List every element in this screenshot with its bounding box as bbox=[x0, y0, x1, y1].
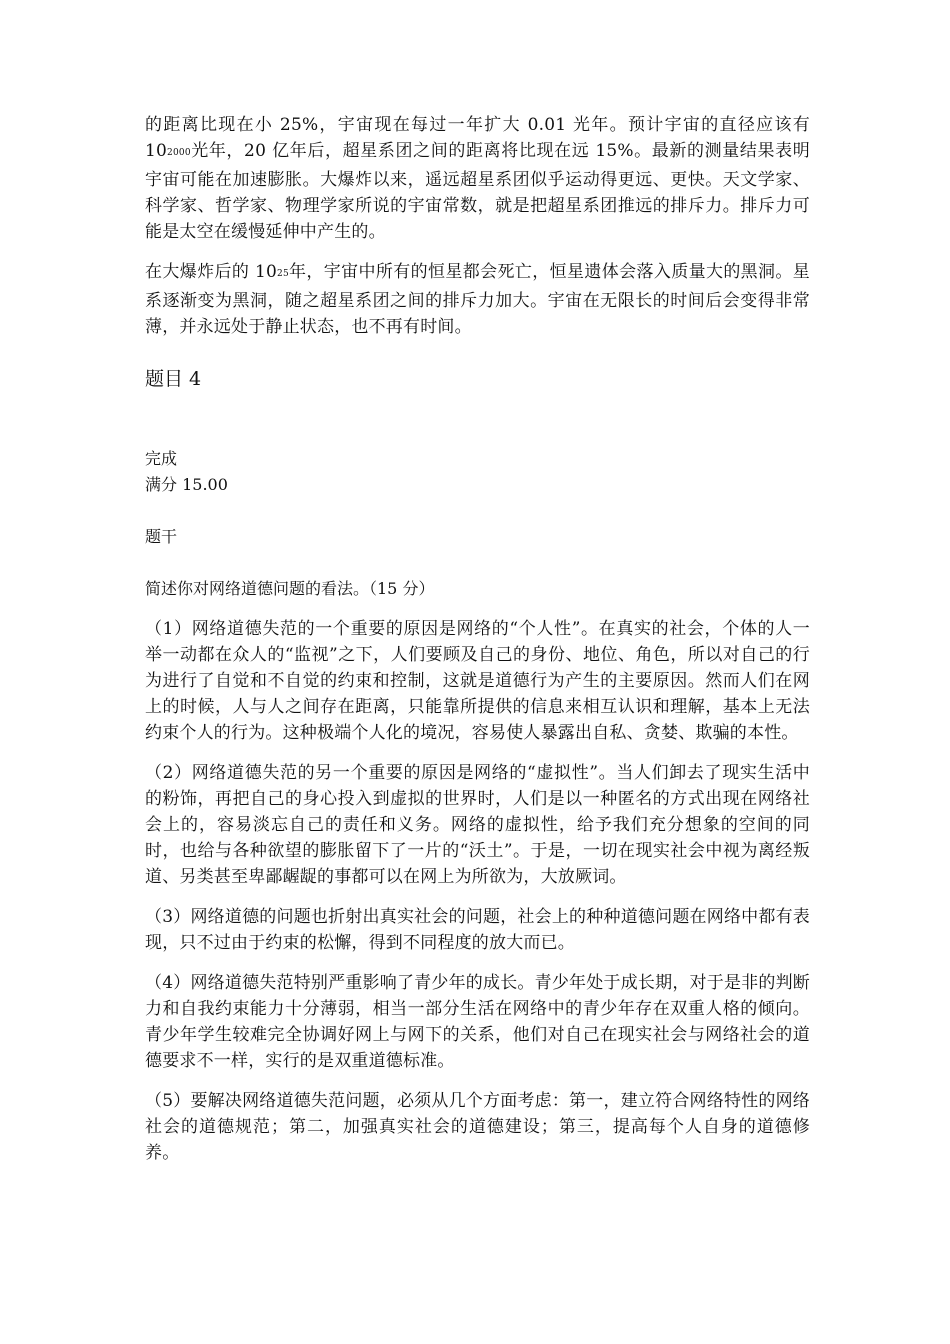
question-title: 题目 4 bbox=[145, 368, 202, 390]
question-prompt: 简述你对网络道德问题的看法。（15 分） bbox=[145, 579, 435, 598]
answer-paragraph-1: （1）网络道德失范的一个重要的原因是网络的“个人性”。在真实的社会，个体的人一举一动都在众人的“监视”之下，人们要顾及自己的身份、地位、角色，所以对自己的行为进行了自觉和不自觉的约束和控制，这就是道德行为产生的主要原因。然而人们在网上的时候，人与人之间存在距离，只能靠所提供的信息来相互认识和理解，基本上无法约束个人的行为。这种极端个人化的境况，容易使人暴露出自私、贪婪、欺骗的本性。 bbox=[145, 619, 810, 743]
answer-paragraph-4: （4）网络道德失范特别严重影响了青少年的成长。青少年处于成长期，对于是非的判断力和自我约束能力十分薄弱，相当一部分生活在网络中的青少年存在双重人格的倾向。青少年学生较难完全协调好网上与网下的关系，他们对自己在现实社会与网络社会的道德要求不一样，实行的是双重道德标准。 bbox=[145, 973, 810, 1071]
intro-text-2b: 年，宇宙中所有的恒星都会死亡，恒星遗体会落入质量大的黑洞。星系逐渐变为黑洞，随之超星系团之间的排斥力加大。宇宙在无限长的时间后会变得非常薄，并永远处于静止状态，也不再有时间。 bbox=[145, 262, 810, 337]
exponent-2000: 2000 bbox=[167, 148, 191, 158]
intro-text-1b: 光年，20 亿年后，超星系团之间的距离将比现在远 15%。最新的测量结果表明宇宙可能在加速膨胀。大爆炸以来，遥远超星系团似乎运动得更远、更快。天文学家、科学家、哲学家、物理学家所说的宇宙常数，就是把超星系团推远的排斥力。排斥力可能是太空在缓慢延伸中产生的。 bbox=[145, 141, 810, 242]
answer-paragraph-2: （2）网络道德失范的另一个重要的原因是网络的“虚拟性”。当人们卸去了现实生活中的粉饰，再把自己的身心投入到虚拟的世界时，人们是以一种匿名的方式出现在网络社会上的，容易淡忘自己的责任和义务。网络的虚拟性，给予我们充分想象的空间的同时，也给与各种欲望的膨胀留下了一片的“沃土”。于是，一切在现实社会中视为离经叛道、另类甚至卑鄙龌龊的事都可以在网上为所欲为，大放厥词。 bbox=[145, 763, 810, 887]
intro-text-1a: 的距离比现在小 25%，宇宙现在每过一年扩大 0.01 光年。预计宇宙的直径应该有 10 bbox=[145, 115, 810, 161]
question-meta bbox=[145, 446, 810, 498]
stem-label: 题干 bbox=[145, 527, 178, 546]
question-score: 满分 15.00 bbox=[145, 475, 228, 494]
answer-paragraph-5: （5）要解决网络道德失范问题，必须从几个方面考虑：第一，建立符合网络特性的网络社会的道德规范；第二，加强真实社会的道德建设；第三，提高每个人自身的道德修养。 bbox=[145, 1091, 810, 1163]
intro-text-2a: 在大爆炸后的 10 bbox=[145, 262, 278, 282]
intro-paragraph-2 bbox=[145, 259, 810, 340]
intro-paragraph-1 bbox=[145, 112, 810, 245]
answer-paragraph-3: （3）网络道德的问题也折射出真实社会的问题，社会上的种种道德问题在网络中都有表现，只不过由于约束的松懈，得到不同程度的放大而已。 bbox=[145, 907, 810, 953]
question-status: 完成 bbox=[145, 449, 178, 468]
document-page bbox=[145, 112, 810, 1180]
exponent-25: 25 bbox=[277, 269, 289, 279]
